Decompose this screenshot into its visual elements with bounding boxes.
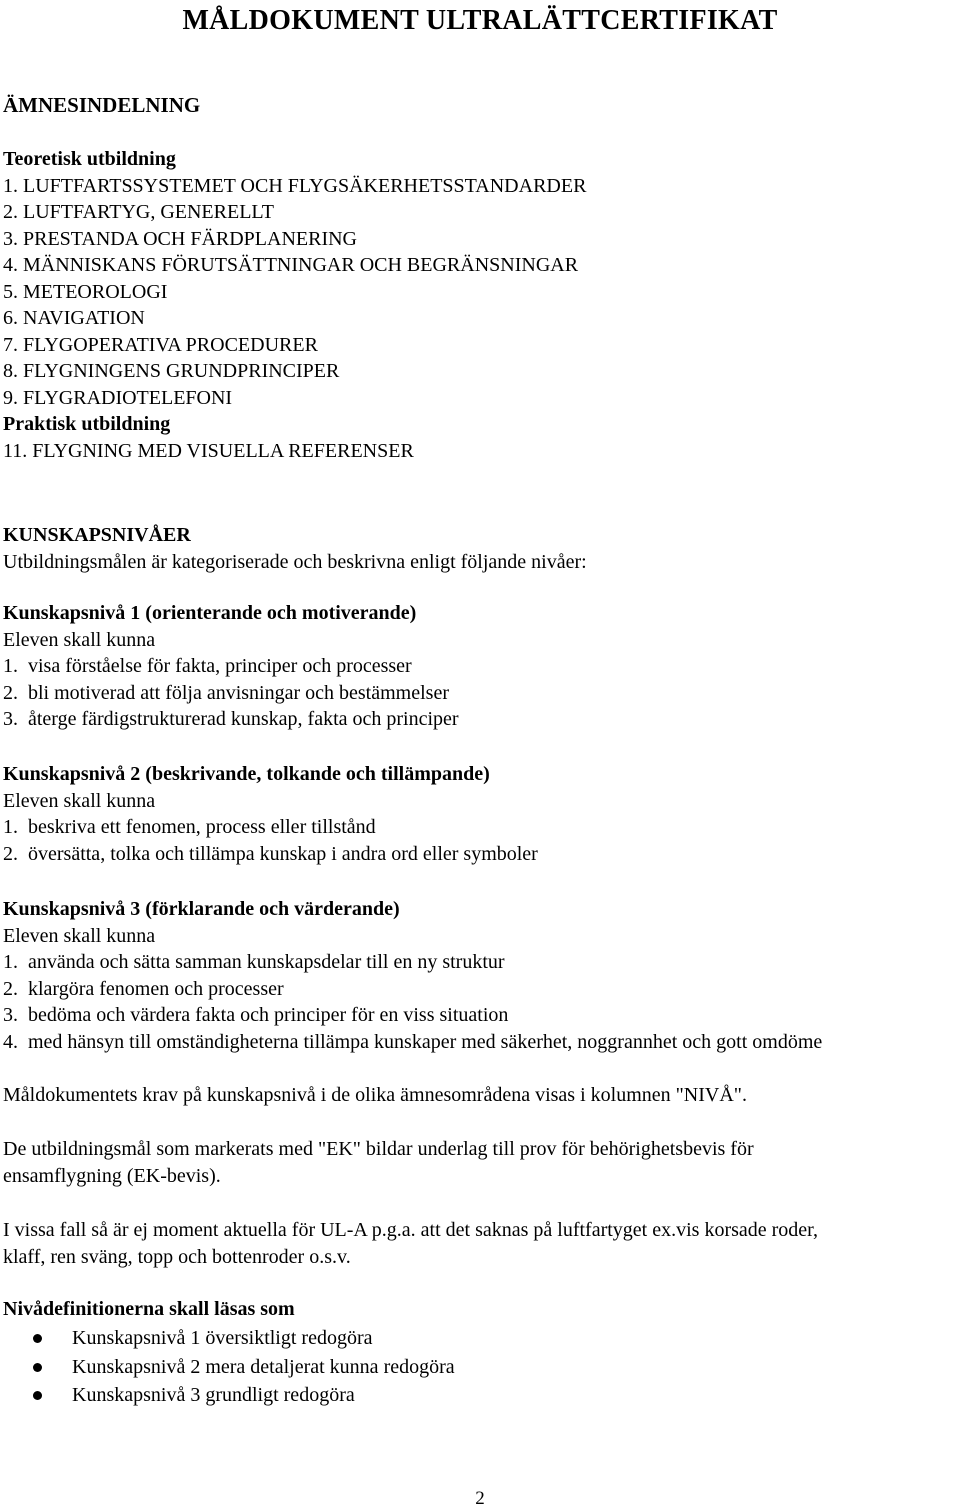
level1-item: 3. återge färdigstrukturerad kunskap, fakta och principer — [3, 708, 459, 730]
page-number: 2 — [475, 1488, 485, 1509]
practice-heading: Praktisk utbildning — [3, 413, 171, 435]
level3-item: 4. med hänsyn till omständigheterna tillämpa kunskaper med säkerhet, noggrannhet och gott omdöme — [3, 1030, 823, 1053]
bullet-text: Kunskapsnivå 1 översiktligt redogöra — [72, 1327, 373, 1349]
document-title: MÅLDOKUMENT ULTRALÄTTCERTIFIKAT — [182, 5, 778, 36]
level3-block — [3, 896, 958, 1055]
theory-item: 1. LUFTFARTSSYSTEMET OCH FLYGSÄKERHETSSTANDARDER — [3, 174, 587, 197]
list-item — [0, 1353, 960, 1382]
level1-lead: Eleven skall kunna — [3, 628, 156, 651]
level1-block — [3, 600, 958, 733]
level3-heading: Kunskapsnivå 3 (förklarande och värderande) — [3, 898, 400, 920]
theory-item: 9. FLYGRADIOTELEFONI — [3, 386, 233, 409]
list-item — [0, 1324, 960, 1353]
definitions-heading: Nivådefinitionerna skall läsas som — [3, 1298, 295, 1320]
level2-heading: Kunskapsnivå 2 (beskrivande, tolkande och tillämpande) — [3, 763, 490, 785]
theory-item: 3. PRESTANDA OCH FÄRDPLANERING — [3, 227, 357, 250]
demand-text: Måldokumentets krav på kunskapsnivå i de olika ämnesområdena visas i kolumnen "NIVÅ". — [3, 1084, 747, 1106]
practice-item: 11. FLYGNING MED VISUELLA REFERENSER — [3, 439, 414, 462]
level3-item: 2. klargöra fenomen och processer — [3, 977, 284, 1000]
demand-paragraph — [3, 1082, 958, 1109]
level2-item: 1. beskriva ett fenomen, process eller tillstånd — [3, 816, 376, 838]
subject-heading: ÄMNESINDELNING — [3, 93, 201, 117]
subject-section — [3, 92, 958, 119]
theory-item: 2. LUFTFARTYG, GENERELLT — [3, 201, 275, 223]
bullet-icon — [33, 1334, 42, 1343]
levels-intro: Utbildningsmålen är kategoriserade och beskrivna enligt följande nivåer: — [3, 550, 587, 573]
list-item — [0, 1381, 960, 1410]
level1-heading: Kunskapsnivå 1 (orienterande och motiverande) — [3, 602, 417, 624]
ek-paragraph — [3, 1136, 958, 1190]
theory-item: 6. NAVIGATION — [3, 307, 145, 329]
level1-item: 2. bli motiverad att följa anvisningar och bestämmelser — [3, 681, 449, 704]
definitions-section — [3, 1296, 958, 1323]
bullet-text: Kunskapsnivå 2 mera detaljerat kunna redogöra — [72, 1355, 455, 1378]
level3-lead: Eleven skall kunna — [3, 924, 156, 947]
subject-list — [3, 146, 958, 464]
level3-item: 1. använda och sätta samman kunskapsdelar till en ny struktur — [3, 951, 505, 973]
levels-section — [3, 522, 958, 575]
level2-block — [3, 761, 958, 867]
ula-text-line: I vissa fall så är ej moment aktuella för UL-A p.g.a. att det saknas på luftfartyget ex.vis korsade roder, — [3, 1219, 819, 1241]
level1-item: 1. visa förståelse för fakta, principer och processer — [3, 655, 412, 677]
bullet-icon — [33, 1363, 42, 1372]
ek-text-line: De utbildningsmål som markerats med "EK" bildar underlag till prov för behörighetsbevis för — [3, 1138, 754, 1160]
theory-heading: Teoretisk utbildning — [3, 148, 176, 170]
level3-item: 3. bedöma och värdera fakta och principer för en viss situation — [3, 1004, 509, 1026]
theory-item: 4. MÄNNISKANS FÖRUTSÄTTNINGAR OCH BEGRÄNSNINGAR — [3, 254, 579, 276]
theory-item: 5. METEOROLOGI — [3, 280, 168, 303]
ula-paragraph — [3, 1217, 958, 1271]
ek-text-line: ensamflygning (EK-bevis). — [3, 1165, 221, 1187]
theory-item: 8. FLYGNINGENS GRUNDPRINCIPER — [3, 360, 340, 382]
theory-item: 7. FLYGOPERATIVA PROCEDURER — [3, 333, 318, 356]
levels-heading: KUNSKAPSNIVÅER — [3, 524, 191, 546]
bullet-text: Kunskapsnivå 3 grundligt redogöra — [72, 1384, 355, 1406]
level2-lead: Eleven skall kunna — [3, 789, 156, 812]
level2-item: 2. översätta, tolka och tillämpa kunskap i andra ord eller symboler — [3, 842, 538, 865]
ula-text-line: klaff, ren sväng, topp och bottenroder o.s.v. — [3, 1246, 351, 1268]
definitions-bullet-list — [0, 1324, 960, 1410]
bullet-icon — [33, 1391, 42, 1400]
